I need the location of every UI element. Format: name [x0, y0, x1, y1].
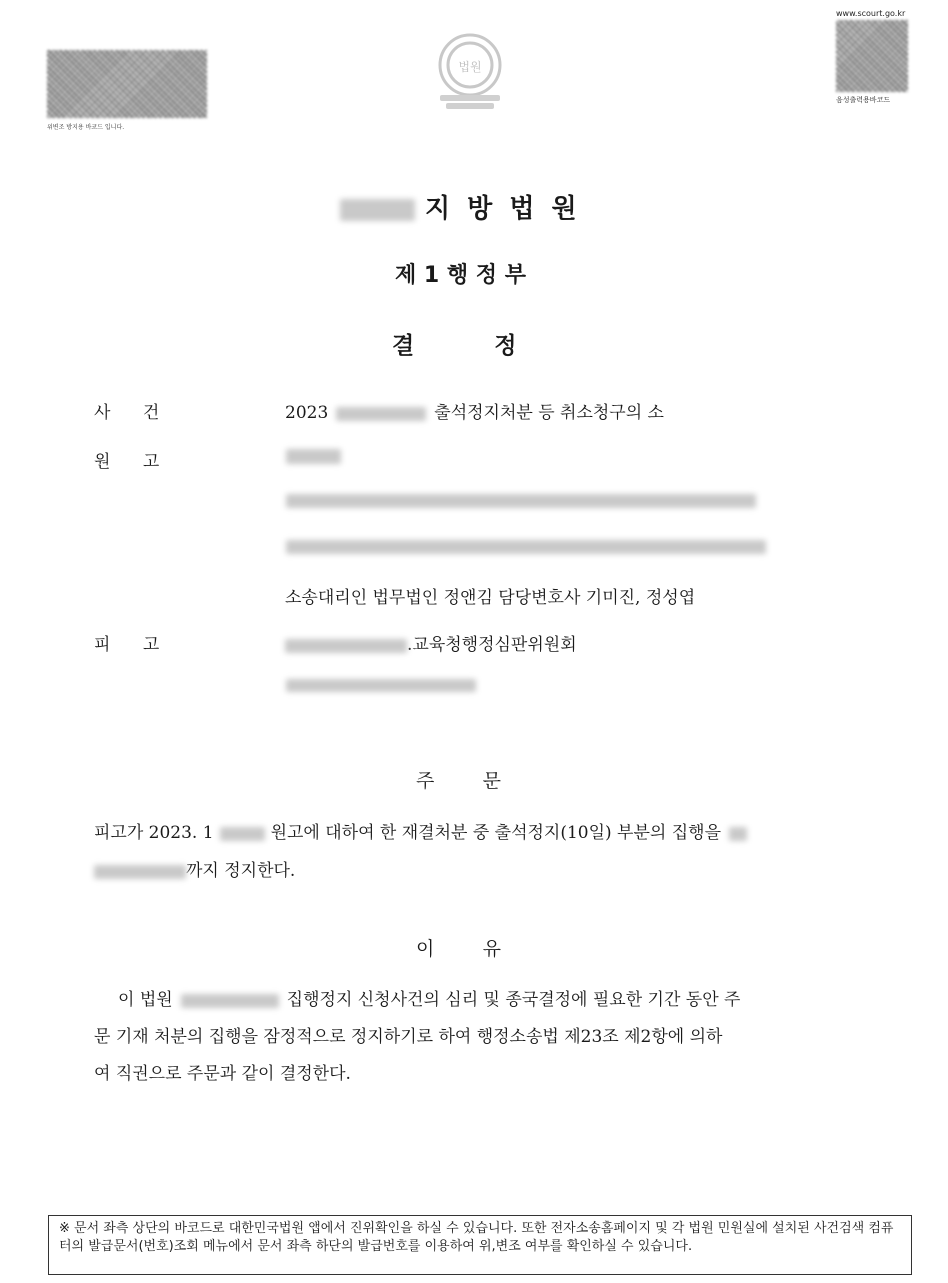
redacted-plaintiff-address-1	[286, 494, 756, 508]
redacted-plaintiff-address-2	[286, 540, 766, 554]
order-suffix: 까지 정지한다.	[186, 861, 296, 881]
reason-body-1: 집행정지 신청사건의 심리 및 종국결정에 필요한 기간 동안 주	[286, 990, 741, 1010]
verification-notice: ※ 문서 좌측 상단의 바코드로 대한민국법원 앱에서 진위확인을 하실 수 있습니다. 또한 전자소송홈페이지 및 각 법원 민원실에 설치된 사건검색 컴퓨터의 발급문서(번호)조회 메뉴에서 문서 좌측 하단의 발급번호를 이용하여 위,변조 여부를 확인하실 수 있습니다.	[48, 1215, 912, 1275]
seal-text: 법원	[458, 60, 482, 74]
redacted-defendant-prefix	[285, 639, 407, 653]
order-line-2	[94, 856, 295, 881]
redacted-region-name	[340, 199, 415, 221]
reason-heading: 이 유	[416, 938, 502, 960]
case-value	[285, 398, 664, 423]
defendant-name: .교육청행정심판위원회	[407, 635, 577, 655]
redacted-order-date	[220, 827, 265, 841]
reason-line-1	[118, 985, 740, 1010]
case-number-prefix: 2023	[285, 403, 329, 423]
court-name-text: 지 방 법 원	[425, 194, 581, 224]
redacted-defendant-address	[286, 679, 476, 692]
redacted-case-number	[336, 407, 426, 421]
defendant-value	[285, 630, 577, 655]
court-seal-icon	[420, 25, 520, 113]
order-heading: 주 문	[416, 770, 502, 792]
redacted-reason-case	[181, 994, 279, 1008]
plaintiff-label: 원 고	[94, 452, 160, 472]
right-barcode-caption: 음성출력용바코드	[836, 96, 891, 104]
court-name	[340, 188, 581, 225]
reason-prefix: 이 법원	[118, 990, 173, 1010]
voice-output-qr-code	[836, 20, 908, 92]
order-line-1	[94, 818, 747, 843]
redacted-plaintiff-name	[286, 449, 341, 464]
defendant-label: 피 고	[94, 635, 160, 655]
court-url: www.scourt.go.kr	[836, 9, 906, 18]
order-date-prefix: 피고가 2023. 1	[94, 823, 214, 843]
legal-agent: 소송대리인 법무법인 정앤김 담당변호사 기미진, 정성엽	[285, 588, 696, 608]
case-title: 출석정지처분 등 취소청구의 소	[434, 403, 664, 423]
reason-line-3: 여 직권으로 주문과 같이 결정한다.	[94, 1064, 351, 1084]
document-type: 결 정	[392, 333, 517, 359]
division-name: 제 1 행 정 부	[395, 263, 526, 288]
order-body: 원고에 대하여 한 재결처분 중 출석정지(10일) 부분의 집행을	[270, 823, 721, 843]
reason-line-2: 문 기재 처분의 집행을 잠정적으로 정지하기로 하여 행정소송법 제23조 제2항에 의하	[94, 1027, 723, 1047]
case-label: 사 건	[94, 403, 160, 423]
redacted-order-end-2	[94, 865, 186, 879]
authenticity-barcode	[47, 50, 207, 118]
redacted-order-end-1	[729, 827, 747, 841]
left-barcode-caption: 위변조 방지용 바코드 입니다.	[47, 124, 125, 131]
